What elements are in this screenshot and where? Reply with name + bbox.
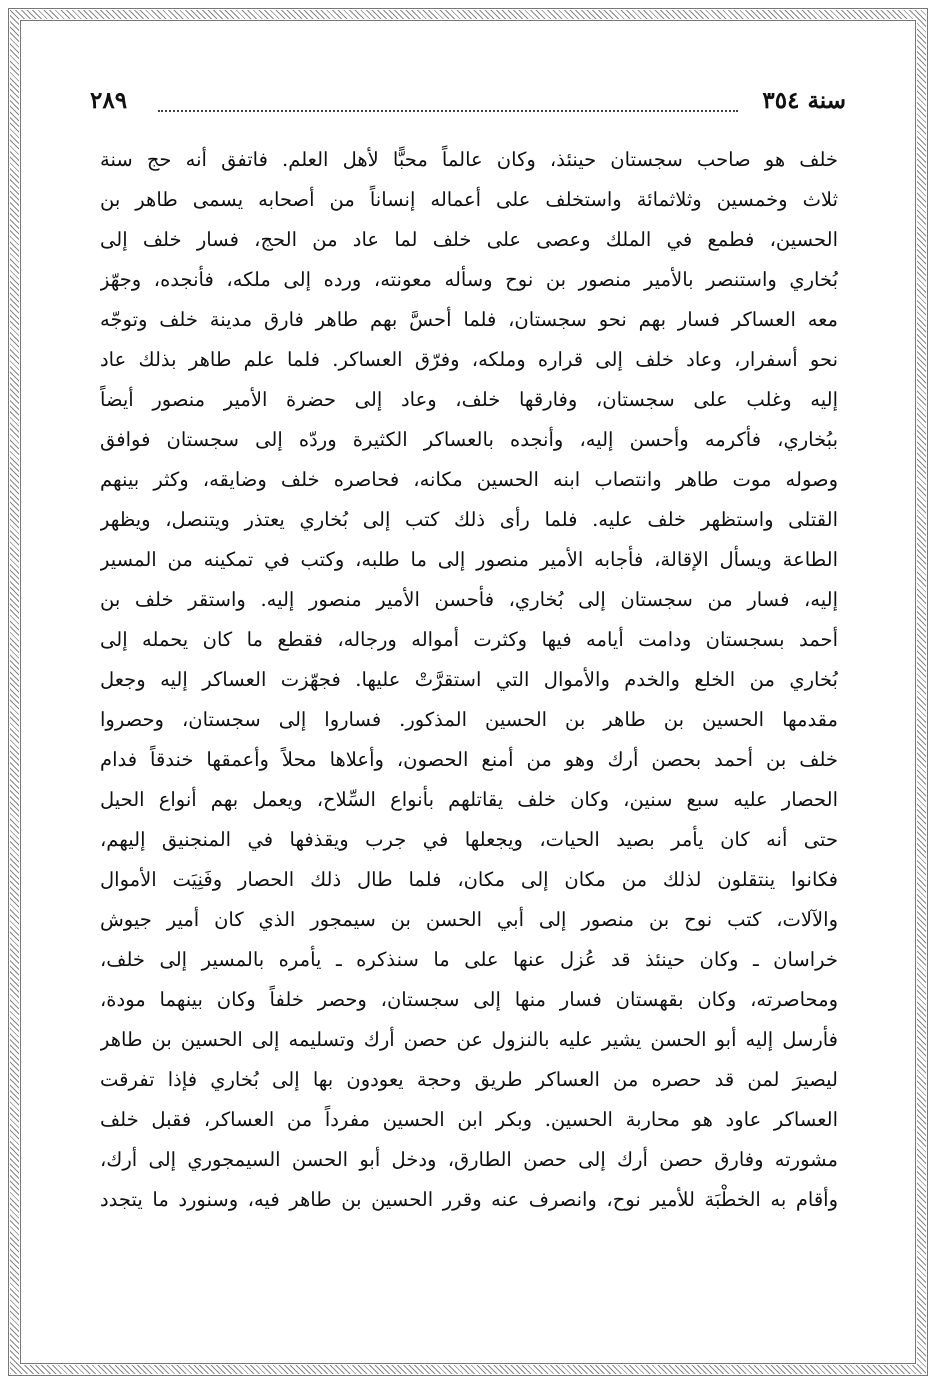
header-leader-dots	[158, 110, 738, 112]
text-line: إليه، فسار من سجستان إلى بُخاري، فأحسن الأمير منصور إليه. واستقر خلف بن	[100, 588, 838, 611]
running-header	[90, 86, 846, 122]
text-line: وصوله موت طاهر وانتصاب ابنه الحسين مكانه، فحاصره خلف وضايقه، وكثر بينهم	[100, 468, 838, 491]
text-line: والآلات، كتب نوح بن منصور إلى أبي الحسن بن سيمجور الذي كان أمير جيوش	[100, 908, 838, 931]
text-line: نحو أسفرار، وعاد خلف إلى قراره وملكه، وفرّق العساكر. فلما علم طاهر بذلك عاد	[100, 348, 838, 371]
text-line: وأقام به الخطْبَة للأمير نوح، وانصرف عنه وقرر الحسين بن طاهر فيه، وسنورد ما يتجدد	[100, 1188, 838, 1211]
header-year: سنة ٣٥٤	[762, 87, 846, 114]
text-line: الحصار عليه سبع سنين، وكان خلف يقاتلهم بأنواع السِّلاح، ويعمل بهم أنواع الحيل	[100, 788, 838, 811]
text-line: العساكر عاود هو محاربة الحسين. وبكر ابن الحسين مفرداً من العساكر، فقبل خلف	[100, 1108, 838, 1131]
text-line: الحسين، فطمع في الملك وعصى على خلف لما عاد من الحج، فسار خلف إلى	[100, 228, 838, 251]
text-line: معه العساكر فسار بهم نحو سجستان، فلما أحسَّ بهم طاهر فارق مدينة خلف وتوجّه	[100, 308, 838, 331]
text-line: إليه وغلب على سجستان، وفارقها خلف، وعاد إلى حضرة الأمير منصور أيضاً	[100, 388, 838, 411]
text-line: خلف بن أحمد بحصن أرك وهو من أمنع الحصون، وأعلاها محلاً وأعمقها خندقاً فدام	[100, 748, 838, 771]
text-line: الطاعة ويسأل الإقالة، فأجابه الأمير منصور إلى ما طلبه، وكتب في تمكينه من المسير	[100, 548, 838, 571]
text-line: القتلى واستظهر خلف عليه. فلما رأى ذلك كتب إلى بُخاري يعتذر ويتنصل، ويظهر	[100, 508, 838, 531]
text-line: خراسان ـ وكان حينئذ قد عُزل عنها على ما سنذكره ـ يأمره بالمسير إلى خلف،	[100, 948, 838, 971]
text-line: ومحاصرته، وكان بقهستان فسار منها إلى سجستان، وحصر خلفاً وكان بينهما مودة،	[100, 988, 838, 1011]
body-text	[100, 140, 838, 1220]
text-line: مقدمها الحسين بن طاهر بن الحسين المذكور. فساروا إلى سجستان، وحصروا	[100, 708, 838, 731]
text-line: بُخاري واستنصر بالأمير منصور بن نوح وسأله معونته، ورده إلى ملكه، فأنجده، وجهّز	[100, 268, 838, 291]
text-line: فأرسل إليه أبو الحسن يشير عليه بالنزول عن حصن أرك وتسليمه إلى الحسين بن طاهر	[100, 1028, 838, 1051]
text-line: فكانوا ينتقلون لذلك من مكان إلى مكان، فلما طال ذلك الحصار وفَنِيَت الأموال	[100, 868, 838, 891]
text-line: مشورته وفارق حصن أرك إلى حصن الطارق، ودخل أبو الحسن السيمجوري إلى أرك،	[100, 1148, 838, 1171]
text-line: ثلاث وخمسين وثلاثمائة واستخلف على أعماله إنساناً من أصحابه يسمى طاهر بن	[100, 188, 838, 211]
text-line: ليصيرَ لمن قد حصره من العساكر طريق وحجة يعودون بها إلى بُخاري فإذا تفرقت	[100, 1068, 838, 1091]
text-line: خلف هو صاحب سجستان حينئذ، وكان عالماً محبًّا لأهل العلم. فاتفق أنه حج سنة	[100, 148, 838, 171]
text-line: بُخاري من الخلع والخدم والأموال التي استقرَّتْ عليها. فجهّزت العساكر إليه وجعل	[100, 668, 838, 691]
page-number: ٢٨٩	[90, 87, 128, 114]
text-line: ببُخاري، فأكرمه وأحسن إليه، وأنجده بالعساكر الكثيرة وردّه إلى سجستان فوافق	[100, 428, 838, 451]
text-line: حتى أنه كان يأمر بصيد الحيات، ويجعلها في جرب ويقذفها في المنجنيق إليهم،	[100, 828, 838, 851]
text-line: أحمد بسجستان ودامت أيامه فيها وكثرت أمواله ورجاله، فقطع ما كان يحمله إلى	[100, 628, 838, 651]
